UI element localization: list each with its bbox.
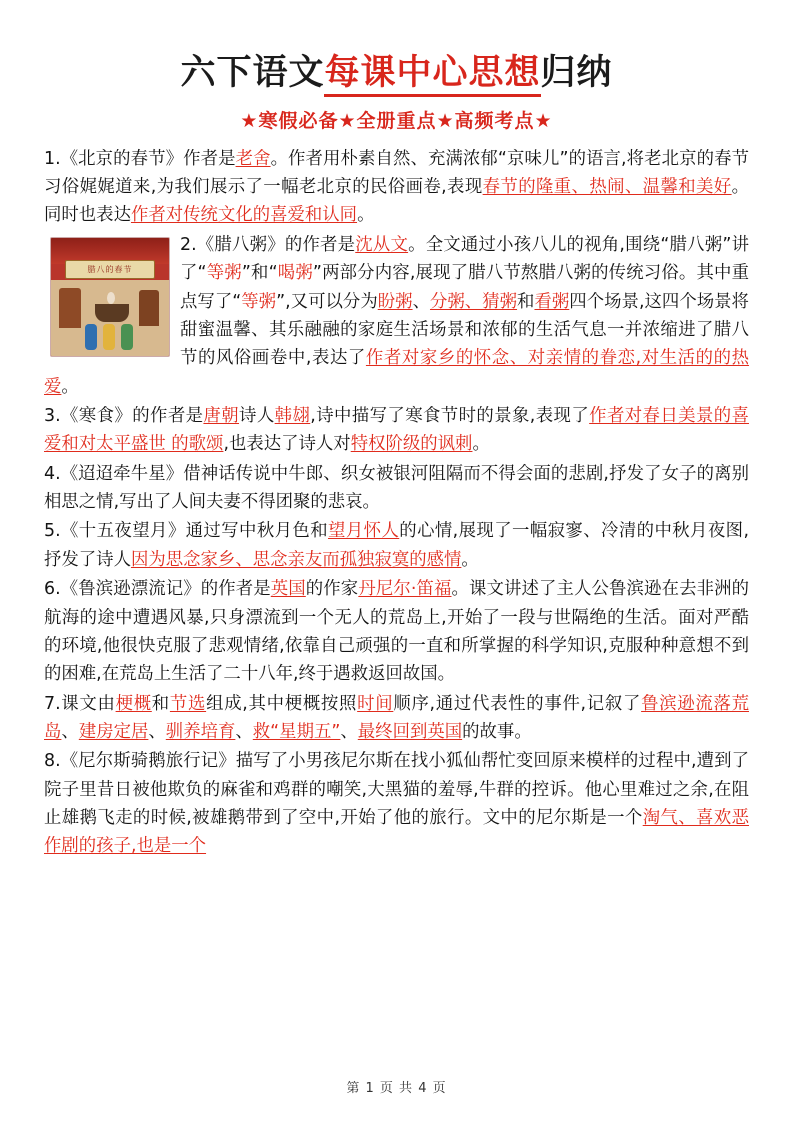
paragraph-6 bbox=[44, 575, 749, 688]
text-segment: 。作者用朴素自然、充满浓郁“京味儿”的语言,将老北京的春节习俗娓娓道来,为我们展示了一幅老北京的民俗画卷,表现 bbox=[44, 148, 749, 198]
text-segment: ”,又可以分为 bbox=[276, 291, 378, 312]
text-segment: 7.课文由 bbox=[44, 693, 116, 714]
text-segment: 因为思念家乡、思念亲友而孤独寂寞的感情 bbox=[130, 549, 462, 570]
illustration-caption: 腊八的春节 bbox=[65, 260, 155, 279]
text-segment: 望月怀人 bbox=[328, 521, 400, 542]
text-segment: 老舍 bbox=[235, 148, 271, 169]
text-segment: 的心情,展现了一幅寂寥、冷清的中秋月夜图,抒发了诗人 bbox=[44, 521, 749, 570]
text-segment: 。同时也表达 bbox=[44, 177, 749, 226]
page-title bbox=[44, 52, 749, 96]
text-segment: 作者对传统文化的喜爱和认同 bbox=[130, 205, 358, 226]
text-segment: 分粥、猜粥 bbox=[429, 291, 518, 312]
title-after: 归纳 bbox=[540, 53, 613, 93]
text-segment: 。 bbox=[357, 205, 375, 226]
illustration-door-left bbox=[59, 288, 81, 328]
text-segment: 和 bbox=[517, 291, 535, 312]
document-body bbox=[44, 145, 749, 861]
text-segment: 淘气、喜欢恶作剧的孩子,也是一个 bbox=[44, 808, 749, 857]
text-segment: 5.《十五夜望月》通过写中秋月色和 bbox=[44, 521, 329, 542]
text-segment: 2.《腊八粥》的作者是 bbox=[180, 234, 356, 255]
text-segment: 、 bbox=[61, 721, 79, 742]
text-segment: 3.《寒食》的作者是 bbox=[44, 405, 204, 426]
text-segment: 作者对春日美景的喜爱和对太平盛世 的歌颂 bbox=[44, 405, 749, 455]
text-segment: 1.《北京的春节》作者是 bbox=[44, 148, 236, 169]
text-segment: 8.《尼尔斯骑鹅旅行记》描写了小男孩尼尔斯在找小狐仙帮忙变回原来模样的过程中,遭到了院子里昔日被他欺负的麻雀和鸡群的嘲笑,大黑猫的羞辱,牛群的控诉。他心里难过之余,在阻止雄鹅飞走的时候,被雄鹅带到了空中,开始了他的旅行。文中的尼尔斯是一个 bbox=[44, 751, 749, 829]
page-subtitle: ★寒假必备★全册重点★高频考点★ bbox=[240, 109, 553, 132]
text-segment: 唐朝 bbox=[203, 405, 240, 426]
illustration-person-3 bbox=[121, 324, 133, 350]
title-highlight: 每课中心思想 bbox=[324, 53, 540, 97]
text-segment: 韩翃 bbox=[274, 405, 311, 426]
text-segment: 作者对家乡的怀念、对亲情的眷恋,对生活的的热爱 bbox=[44, 348, 750, 397]
text-segment: 驯养培育 bbox=[165, 721, 236, 742]
text-segment: 最终回到英国 bbox=[357, 721, 463, 742]
text-segment: 盼粥 bbox=[377, 291, 413, 312]
text-segment: 等粥 bbox=[241, 291, 277, 312]
text-segment: 顺序,通过代表性的事件,记叙了 bbox=[393, 693, 642, 714]
text-segment: 春节的隆重、热闹、温馨和美好 bbox=[482, 177, 732, 198]
title-before: 六下语文 bbox=[180, 53, 325, 93]
text-segment: 沈从文 bbox=[355, 234, 409, 255]
text-segment: 和 bbox=[151, 693, 170, 714]
illustration-door-right bbox=[139, 290, 159, 326]
illustration-pot bbox=[95, 304, 129, 322]
text-segment: 建房定居 bbox=[78, 721, 149, 742]
text-segment: 的故事。 bbox=[462, 721, 532, 742]
text-segment: 丹尼尔·笛福 bbox=[358, 579, 452, 600]
text-segment: 。 bbox=[472, 434, 490, 455]
text-segment: 等粥 bbox=[206, 263, 242, 284]
text-segment: 、 bbox=[148, 721, 166, 742]
paragraph-5 bbox=[44, 517, 749, 574]
text-segment: 鲁滨逊流落荒岛 bbox=[44, 693, 749, 742]
text-segment: 。 bbox=[61, 376, 79, 397]
text-segment: 6.《鲁滨逊漂流记》的作者是 bbox=[44, 579, 271, 600]
text-segment: 诗人 bbox=[239, 405, 275, 426]
illustration-steam bbox=[107, 292, 115, 304]
text-segment: 。课文讲述了主人公鲁滨逊在去非洲的航海的途中遭遇风暴,只身漂流到一个无人的荒岛上,开始了一段与世隔绝的生活。面对严酷的环境,他很快克服了悲观情绪,依靠自己顽强的一直和所掌握的科学知识,克服种种意想不到的困难,在荒岛上生活了二十八年,终于遇救返回故国。 bbox=[44, 579, 749, 685]
text-segment: ,也表达了诗人对 bbox=[223, 434, 351, 455]
illustration-person-2 bbox=[103, 324, 115, 350]
page-footer: 第 1 页 共 4 页 bbox=[346, 1081, 447, 1096]
paragraph-1 bbox=[44, 145, 749, 230]
paragraph-4 bbox=[44, 460, 749, 517]
illustration-person-1 bbox=[85, 324, 97, 350]
paragraph-8 bbox=[44, 747, 749, 860]
text-segment: 四个场景,这四个场景将甜蜜温馨、其乐融融的家庭生活场景和浓郁的生活气息一并浓缩进了腊八节的风俗画卷中,表达了 bbox=[180, 291, 749, 369]
paragraph-3 bbox=[44, 402, 749, 459]
text-segment: 救“星期五” bbox=[252, 721, 341, 742]
text-segment: 看粥 bbox=[534, 291, 570, 312]
text-segment: 。全文通过小孩八儿的视角,围绕“腊八粥”讲了“ bbox=[180, 234, 749, 284]
text-segment: 喝粥 bbox=[277, 263, 313, 284]
text-segment: 、 bbox=[340, 721, 358, 742]
text-segment: 的作家 bbox=[305, 579, 359, 600]
text-segment: 特权阶级的讽刺 bbox=[350, 434, 473, 455]
paragraph-7 bbox=[44, 690, 749, 747]
text-segment: 组成,其中梗概按照 bbox=[206, 693, 358, 714]
laba-porridge-illustration bbox=[50, 237, 170, 357]
text-segment: 梗概 bbox=[115, 693, 152, 714]
text-segment: ”两部分内容,展现了腊八节熬腊八粥的传统习俗。其中重点写了“ bbox=[180, 263, 749, 312]
text-segment: 4.《迢迢牵牛星》借神话传说中牛郎、织女被银河阻隔而不得会面的悲剧,抒发了女子的离别相思之情,写出了人间夫妻不得团聚的悲哀。 bbox=[44, 463, 749, 513]
text-segment: 、 bbox=[412, 291, 430, 312]
text-segment: 节选 bbox=[169, 693, 207, 714]
text-segment: ,诗中描写了寒食节时的景象,表现了 bbox=[310, 405, 590, 426]
text-segment: 、 bbox=[235, 721, 253, 742]
text-segment: 英国 bbox=[270, 579, 306, 600]
text-segment: 。 bbox=[461, 549, 479, 570]
text-segment: 时间 bbox=[357, 693, 394, 714]
text-segment: ”和“ bbox=[241, 263, 278, 284]
